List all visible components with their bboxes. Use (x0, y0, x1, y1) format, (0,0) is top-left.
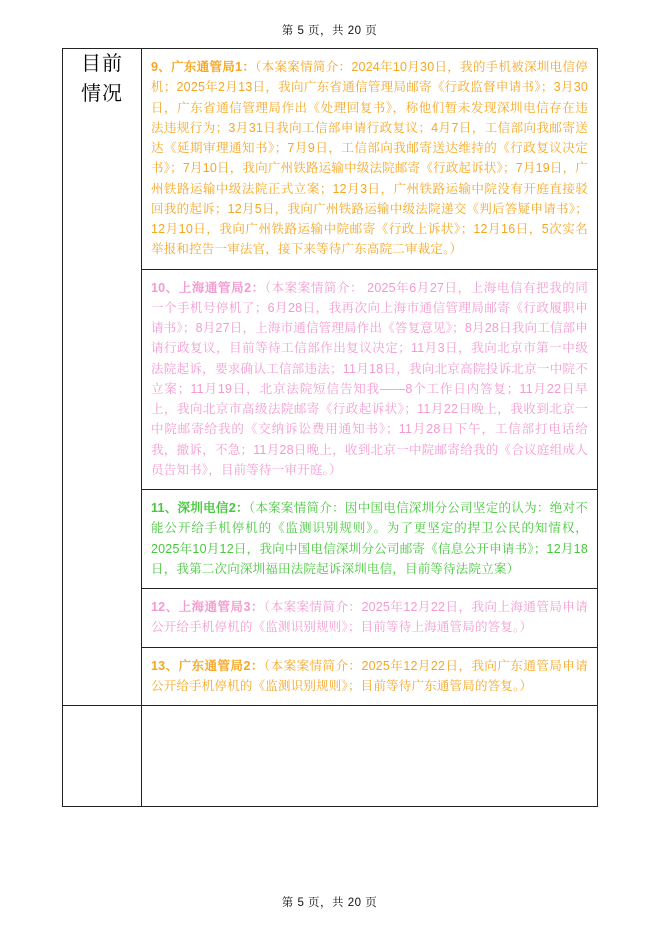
row-content-cell (142, 49, 598, 706)
list-item (142, 589, 597, 648)
item-title: 上海通管局3： (178, 600, 264, 614)
row-label-line2: 情况 (81, 83, 123, 105)
empty-content-cell (142, 706, 598, 807)
item-number: 11、 (151, 501, 178, 515)
page-footer: 第 5 页，共 20 页 (281, 897, 378, 909)
item-body: （本案案情简介：2025年12月22日，我向广东通管局申请公开给手机停机的《监测识别规则》；目前等待广东通管局的答复。） (151, 658, 588, 693)
table-container (62, 48, 597, 807)
status-table (62, 48, 598, 807)
item-body: （本案案情简介：2024年10月30日，我的手机被深圳电信停机；2025年2月13日，我向广东省通信管理局邮寄《行政监督申请书》；3月30日，广东省通信管理局作出《处理回复书》，称他们暂未发现深圳电信存在违法违规行为；3月31日我向工信部申请行政复议；4月7日，工信部向我邮寄送达《延期审理通知书》；7月9日，工信部向我邮寄送达维持的《行政复议决定书》；7月10日，我向广州铁路运输中级法院邮寄《行政起诉状》；7月19日，广州铁路运输中级法院正式立案；12月3日，广州铁路运输中院没有开庭直接驳回我的起诉；12月5日，我向广州铁路运输中级法院递交《判后答疑申请书》；12月10日，我向广州铁路运输中院邮寄《行政上诉状》；12月16日，5次实名举报和控告一审法官，接下来等待广东高院二审裁定。） (151, 60, 588, 257)
item-title: 广东通管局2： (178, 658, 264, 673)
item-number: 13、 (151, 658, 179, 673)
list-item (142, 49, 597, 270)
item-number: 10、 (151, 280, 179, 295)
item-body: （本案案情简介：2025年12月22日，我向上海通管局申请公开给手机停机的《监测识别规则》；目前等待上海通管局的答复。） (151, 600, 588, 635)
list-item (142, 490, 597, 589)
empty-label-cell (63, 706, 142, 807)
page-header: 第 5 页，共 20 页 (281, 25, 378, 37)
item-number: 12、 (151, 600, 179, 614)
item-body: （本案案情简介： 2025年6月27日，上海电信有把我的同一个手机号停机了；6月28日，我再次向上海市通信管理局邮寄《行政履职申请书》；8月27日，上海市通信管理局作出《答复意见》；8月28日我向工信部申请行政复议，目前等待工信部作出复议决定；11月3日，我向北京市第一中级法院起诉，要求确认工信部违法；11月18日，我向北京高院投诉北京一中院不立案；11月19日，北京法院短信告知我——8个工作日内答复；11月22日早上，我向北京市高级法院邮寄《行政起诉状》；11月22日晚上，我收到北京一中院邮寄给我的《交纳诉讼费用通知书》；11月28日下午，工信部打电话给我，撤诉，不急；11月28日晚上，收到北京一中院邮寄给我的《合议庭组成人员告知书》，目前等待一审开庭。） (151, 280, 588, 477)
list-item (142, 648, 597, 706)
item-title: 上海通管局2： (178, 280, 265, 295)
item-body: （本案案情简介：因中国电信深圳分公司坚定的认为：绝对不能公开给手机停机的《监测识别规则》。为了更坚定的捍卫公民的知情权，2025年10月12日，我向中国电信深圳分公司邮寄《信息公开申请书》；12月18日，我第二次向深圳福田法院起诉深圳电信，目前等待法院立案） (151, 501, 588, 576)
row-label-cell (63, 49, 142, 706)
row-label-line1: 目前 (81, 53, 123, 75)
item-title: 深圳电信2： (177, 501, 249, 515)
item-title: 广东通管局1： (171, 60, 256, 74)
table-row (63, 49, 598, 706)
item-number: 9、 (151, 60, 172, 74)
table-row-empty (63, 706, 598, 807)
list-item (142, 270, 597, 491)
